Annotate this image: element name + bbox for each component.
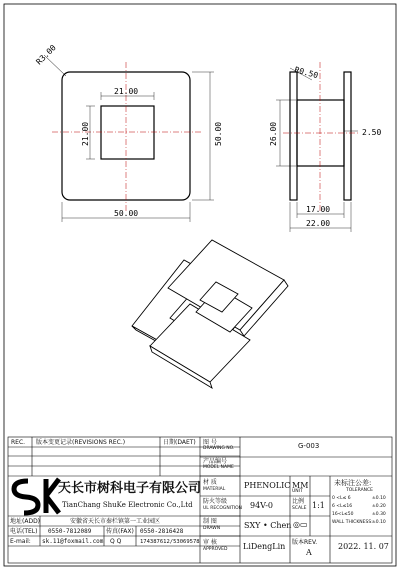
- fire-label-en: UL RECOGNITION: [203, 506, 243, 511]
- email-value: sk.11@foxmail.com: [42, 538, 104, 545]
- tol-value-3: ±0.30: [372, 512, 386, 517]
- rev-label: REC.: [11, 439, 26, 446]
- drawn-label-cn: 制 图: [203, 518, 217, 525]
- model-name-cn: 产品编号: [203, 458, 228, 465]
- side-core-height-label: 26.00: [269, 121, 278, 146]
- scale-value: 1:1: [312, 501, 325, 510]
- side-radius-label: R0.50: [293, 65, 320, 81]
- tol-value-4: ±0.10: [372, 520, 386, 525]
- tel-value: 0550-7812089: [48, 528, 92, 535]
- material-label-en: MATERIAL: [203, 487, 226, 492]
- address-value: 安徽省天长市秦栏镇第一工业园区: [70, 518, 161, 525]
- drawing-no-en: DRAWING NO.: [203, 446, 235, 451]
- company-name-en: TianChang ShuKe Electronic Co.,Ltd: [62, 501, 193, 509]
- tol-range-1: 0 <L≤ 6: [332, 496, 351, 501]
- front-view: [44, 55, 214, 222]
- material-label-cn: 材 质: [203, 479, 217, 486]
- qq-label: Q Q: [110, 538, 122, 545]
- fire-label-cn: 防火等级: [203, 498, 228, 505]
- scale-label-en: SCALE: [292, 506, 307, 511]
- side-flange-thickness-label: 2.50: [362, 128, 382, 137]
- date-label: 日期(DAET): [163, 439, 196, 446]
- front-square-hole: [101, 106, 154, 159]
- tol-range-4: WALL THICKNESS:: [332, 520, 373, 525]
- drawing-no-cn: 图 号: [203, 439, 217, 446]
- isometric-view: [132, 240, 288, 388]
- front-radius-label: R3.00: [34, 43, 58, 67]
- version-label: 版本REV.: [292, 539, 318, 546]
- model-name-en: MODEL NAME: [203, 465, 234, 470]
- approved-label-cn: 审 核: [203, 539, 217, 546]
- version-value: A: [306, 548, 312, 557]
- unit-label: UNIT: [292, 489, 303, 494]
- company-name-cn: 天长市树科电子有限公司: [58, 481, 202, 496]
- side-flange-right: [344, 72, 351, 200]
- unit-value: MM: [292, 481, 309, 490]
- material-value: PHENOLIC: [244, 481, 291, 490]
- front-hole-width-label: 21.00: [114, 87, 139, 96]
- front-hole-height-label: 21.00: [81, 121, 90, 146]
- fax-value: 0550-2816428: [140, 528, 184, 535]
- front-outer-height-label: 50.00: [214, 121, 223, 146]
- drawn-value: SXY • Chen: [244, 521, 292, 530]
- tel-label: 电话(TEL): [10, 528, 38, 535]
- approved-value: LiDengLin: [243, 542, 286, 551]
- drawn-label-en: DRAWN: [203, 526, 221, 531]
- tolerance-label-en: TOLERANCE: [346, 488, 374, 493]
- side-inner-width-label: 17.00: [306, 205, 331, 214]
- tol-range-2: 6 <L≤16: [332, 504, 353, 509]
- fire-value: 94V-0: [250, 501, 274, 510]
- tol-value-2: ±0.20: [372, 504, 386, 509]
- side-total-width-label: 22.00: [306, 219, 331, 228]
- side-flange-left: [290, 72, 297, 200]
- tol-value-1: ±0.10: [372, 496, 386, 501]
- part-number: G-003: [298, 442, 320, 450]
- projection-symbol-icon: ◎▭: [293, 520, 308, 529]
- date-value: 2022. 11. 07: [338, 542, 389, 551]
- address-label: 地址(ADD): [10, 518, 41, 525]
- front-outer-width-label: 50.00: [114, 209, 139, 218]
- rev-title: 版本变更记录(REVISIONS REC.): [36, 439, 126, 446]
- approved-label-en: APPROVED: [203, 547, 228, 552]
- email-label: E-mail:: [10, 538, 31, 545]
- fax-label: 传真(FAX): [106, 528, 134, 535]
- tol-range-3: 16<L≤50: [332, 512, 354, 517]
- scale-label-cn: 比例: [292, 498, 305, 505]
- company-logo: [14, 479, 59, 513]
- qq-value: 174387612/53069578: [140, 539, 200, 545]
- tolerance-label-cn: 未标注公差:: [334, 479, 372, 487]
